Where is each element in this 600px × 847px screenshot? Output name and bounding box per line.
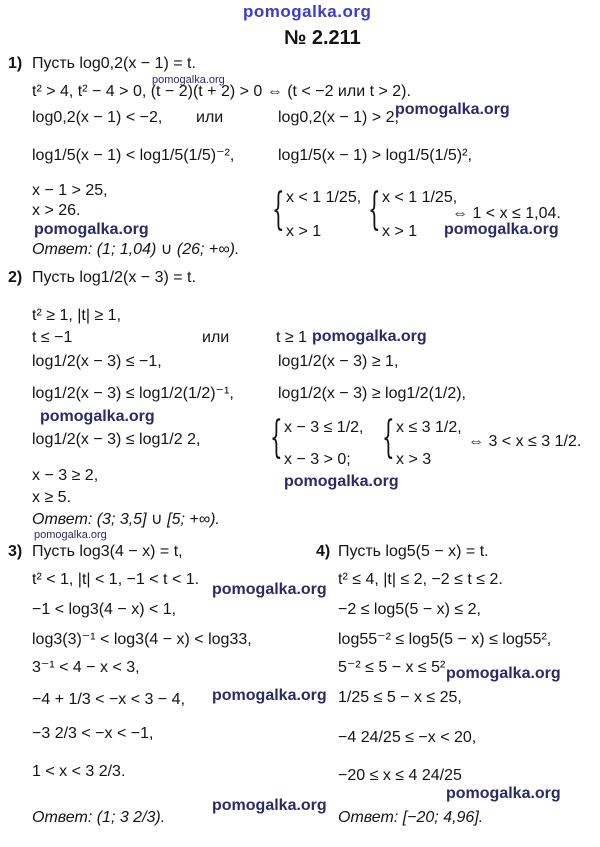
- system-brace: {: [272, 184, 285, 235]
- part-4-line: −2 ≤ log5(5 − x) ≤ 2,: [338, 601, 481, 618]
- part-4-line: 1/25 ≤ 5 − x ≤ 25,: [338, 689, 462, 706]
- part-4-line: −20 ≤ x ≤ 4 24/25: [338, 767, 462, 784]
- part-4-line: −4 24/25 ≤ −x < 20,: [338, 729, 477, 746]
- watermark: pomogalka.org: [284, 473, 399, 490]
- part-2-line: t ≤ −1: [32, 329, 73, 346]
- part-1-line: log0,2(x − 1) > 2,: [278, 109, 399, 126]
- part-3-line: 1 < x < 3 2/3.: [32, 763, 126, 780]
- part-2-line: log1/2(x − 3) ≥ log1/2(1/2),: [278, 385, 466, 402]
- part-1-line: или: [196, 109, 224, 126]
- watermark: pomogalka.org: [395, 101, 510, 118]
- part-4-label: 4): [316, 543, 331, 560]
- part-2-label: 2): [8, 269, 23, 286]
- part-2-line: log1/2(x − 3) ≤ log1/2(1/2)⁻¹,: [32, 385, 234, 402]
- part-3-line: −1 < log3(4 − x) < 1,: [32, 601, 177, 618]
- watermark-small: pomogalka.org: [152, 74, 225, 86]
- part-3-line: log3(3)⁻¹ < log3(4 − x) < log33,: [32, 631, 252, 648]
- part-3-line: 3⁻¹ < 4 − x < 3,: [32, 659, 140, 676]
- watermark: pomogalka.org: [212, 687, 327, 704]
- part-4-line: Пусть log5(5 − x) = t.: [338, 543, 489, 560]
- part-1-answer: Ответ: (1; 1,04) ∪ (26; +∞).: [32, 241, 240, 258]
- part-3-answer: Ответ: (1; 3 2/3).: [32, 809, 166, 826]
- watermark: pomogalka.org: [444, 221, 559, 238]
- watermark-top: pomogalka.org: [243, 2, 372, 21]
- part-3-line: t² < 1, |t| < 1, −1 < t < 1.: [32, 571, 200, 588]
- part-1-line: Пусть log0,2(x − 1) = t.: [32, 55, 196, 72]
- watermark: pomogalka.org: [312, 328, 427, 345]
- part-2-line: Пусть log1/2(x − 3) = t.: [32, 269, 196, 286]
- part-4-answer: Ответ: [−20; 4,96].: [338, 809, 484, 826]
- part-1-label: 1): [8, 55, 23, 72]
- part-1-line: x − 1 > 25,: [32, 182, 108, 199]
- part-2-line: log1/2(x − 3) ≤ log1/2 2,: [32, 431, 201, 448]
- part-1-line: x < 1 1/25,: [382, 189, 458, 206]
- part-3-line: Пусть log3(4 − x) = t,: [32, 543, 183, 560]
- watermark: pomogalka.org: [212, 581, 327, 598]
- part-2-line: log1/2(x − 3) ≤ −1,: [32, 353, 162, 370]
- part-1-line: log1/5(x − 1) > log1/5(1/5)²,: [278, 147, 472, 164]
- system-brace: {: [382, 412, 395, 463]
- part-2-answer: Ответ: (3; 3,5] ∪ [5; +∞).: [32, 511, 220, 528]
- watermark-small: pomogalka.org: [34, 529, 107, 541]
- part-1-line: x < 1 1/25,: [286, 189, 362, 206]
- part-3-line: −4 + 1/3 < −x < 3 − 4,: [32, 691, 186, 708]
- watermark: pomogalka.org: [446, 785, 561, 802]
- part-2-line: ⇔ 3 < x ≤ 3 1/2.: [468, 433, 582, 450]
- problem-title: № 2.211: [284, 27, 361, 49]
- part-2-line: t ≥ 1: [276, 329, 308, 346]
- system-brace: {: [270, 412, 283, 463]
- part-2-line: или: [202, 329, 230, 346]
- part-2-line: x − 3 ≤ 1/2,: [284, 419, 364, 436]
- part-1-line: log0,2(x − 1) < −2,: [32, 109, 163, 126]
- part-1-line: x > 26.: [32, 202, 81, 219]
- part-2-line: x ≤ 3 1/2,: [396, 419, 462, 436]
- watermark: pomogalka.org: [40, 408, 155, 425]
- part-1-line: x > 1: [286, 223, 322, 240]
- part-1-line: log1/5(x − 1) < log1/5(1/5)⁻²,: [32, 147, 235, 164]
- part-2-line: x > 3: [396, 451, 432, 468]
- part-2-line: x ≥ 5.: [32, 489, 72, 506]
- part-3-line: −3 2/3 < −x < −1,: [32, 725, 154, 742]
- watermark: pomogalka.org: [446, 665, 561, 682]
- part-2-line: t² ≥ 1, |t| ≥ 1,: [32, 307, 122, 324]
- watermark: pomogalka.org: [34, 221, 149, 238]
- part-4-line: log55⁻² ≤ log5(5 − x) ≤ log55²,: [338, 631, 552, 648]
- system-brace: {: [368, 184, 381, 235]
- part-2-line: log1/2(x − 3) ≥ 1,: [278, 353, 399, 370]
- part-4-line: 5⁻² ≤ 5 − x ≤ 5²: [338, 659, 446, 676]
- part-1-line: x > 1: [382, 223, 418, 240]
- part-2-line: x − 3 > 0;: [284, 451, 351, 468]
- part-2-line: x − 3 ≥ 2,: [32, 467, 99, 484]
- part-1-line: t² > 4, t² − 4 > 0, (t − 2)(t + 2) > 0 ⇔ (t < −2 или t > 2).: [32, 83, 411, 100]
- part-1-line: ⇔ 1 < x ≤ 1,04.: [452, 205, 561, 222]
- part-4-line: t² ≤ 4, |t| ≤ 2, −2 ≤ t ≤ 2.: [338, 571, 503, 588]
- part-3-label: 3): [8, 543, 23, 560]
- watermark: pomogalka.org: [212, 797, 327, 814]
